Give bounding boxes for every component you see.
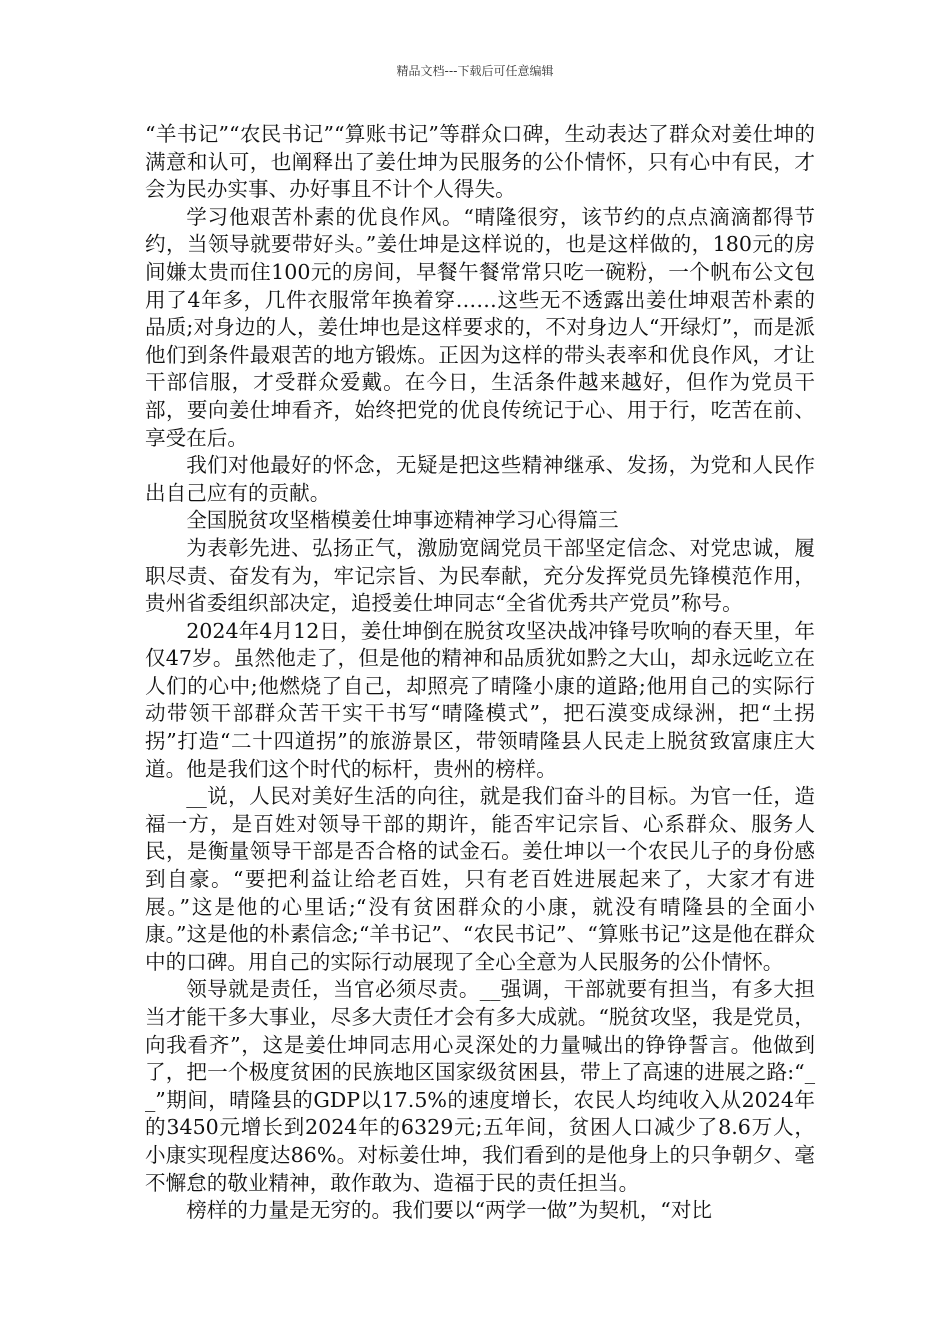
paragraph-1: “羊书记”“农民书记”“算账书记”等群众口碑，生动表达了群众对姜仕坤的满意和认可，也阐释出了姜仕坤为民服务的公仆情怀，只有心中有民，才会为民办实事、办好事且不计个人得失。: [145, 122, 815, 202]
paragraph-8: 榜样的力量是无穷的。我们要以“两学一做”为契机，“对比: [186, 1198, 713, 1223]
paragraph-7: 领导就是责任，当官必须尽责。__强调，干部就要有担当，有多大担当才能干多大事业，尽多大责任才会有多大成就。“脱贫攻坚，我是党员，向我看齐”，这是姜仕坤同志用心灵深处的力量喊出的铮铮誓言。他做到了，把一个极度贫困的民族地区国家级贫困县，带上了高速的进展之路:“__”期间，晴隆县的GDP以17.5%的速度增长，农民人均纯收入从2024年的3450元增长到2024年的6329元;五年间，贫困人口减少了8.6万人，小康实现程度达86%。对标姜仕坤，我们看到的是他身上的只争朝夕、毫不懈怠的敬业精神，敢作敢为、造福于民的责任担当。: [145, 977, 815, 1195]
paragraph-3: 我们对他最好的怀念，无疑是把这些精神继承、发扬，为党和人民作出自己应有的贡献。: [145, 453, 815, 505]
paragraph-2: 学习他艰苦朴素的优良作风。“晴隆很穷，该节约的点点滴滴都得节约，当领导就要带好头。”姜仕坤是这样说的，也是这样做的，180元的房间嫌太贵而住100元的房间，早餐午餐常常只吃一碗粉，一个帆布公文包用了4年多，几件衣服常年换着穿……这些无不透露出姜仕坤艰苦朴素的品质;对身边的人，姜仕坤也是这样要求的，不对身边人“开绿灯”，而是派他们到条件最艰苦的地方锻炼。正因为这样的带头表率和优良作风，才让干部信服，才受群众爱戴。在今日，生活条件越来越好，但作为党员干部，要向姜仕坤看齐，始终把党的优良传统记于心、用于行，吃苦在前、享受在后。: [145, 204, 815, 450]
paragraph-5: 2024年4月12日，姜仕坤倒在脱贫攻坚决战冲锋号吹响的春天里，年仅47岁。虽然他走了，但是他的精神和品质犹如黔之大山，却永远屹立在人们的心中;他燃烧了自己，却照亮了晴隆小康的道路;他用自己的实际行动带领干部群众苦干实干书写“晴隆模式”，把石漠变成绿洲，把“土拐拐”打造“二十四道拐”的旅游景区，带领晴隆县人民走上脱贫致富康庄大道。他是我们这个时代的标杆，贵州的榜样。: [145, 618, 815, 781]
document-body: [145, 121, 815, 1225]
paragraph-6: __说，人民对美好生活的向往，就是我们奋斗的目标。为官一任，造福一方，是百姓对领导干部的期许，能否牢记宗旨、心系群众、服务人民，是衡量领导干部是否合格的试金石。姜仕坤以一个农民儿子的身份感到自豪。“要把利益让给老百姓，只有老百姓进展起来了，大家才有进展。”这是他的心里话;“没有贫困群众的小康，就没有晴隆县的全面小康。”这是他的朴素信念;“羊书记”、“农民书记”、“算账书记”这是他在群众中的口碑。用自己的实际行动展现了全心全意为人民服务的公仆情怀。: [145, 784, 815, 974]
page-header: 精品文档---下载后可任意编辑: [396, 64, 554, 78]
paragraph-4: 为表彰先进、弘扬正气，激励宽阔党员干部坚定信念、对党忠诚，履职尽责、奋发有为，牢记宗旨、为民奉献，充分发挥党员先锋模范作用，贵州省委组织部决定，追授姜仕坤同志“全省优秀共产党员”称号。: [145, 535, 815, 616]
section-heading: 全国脱贫攻坚楷模姜仕坤事迹精神学习心得篇三: [186, 508, 619, 533]
